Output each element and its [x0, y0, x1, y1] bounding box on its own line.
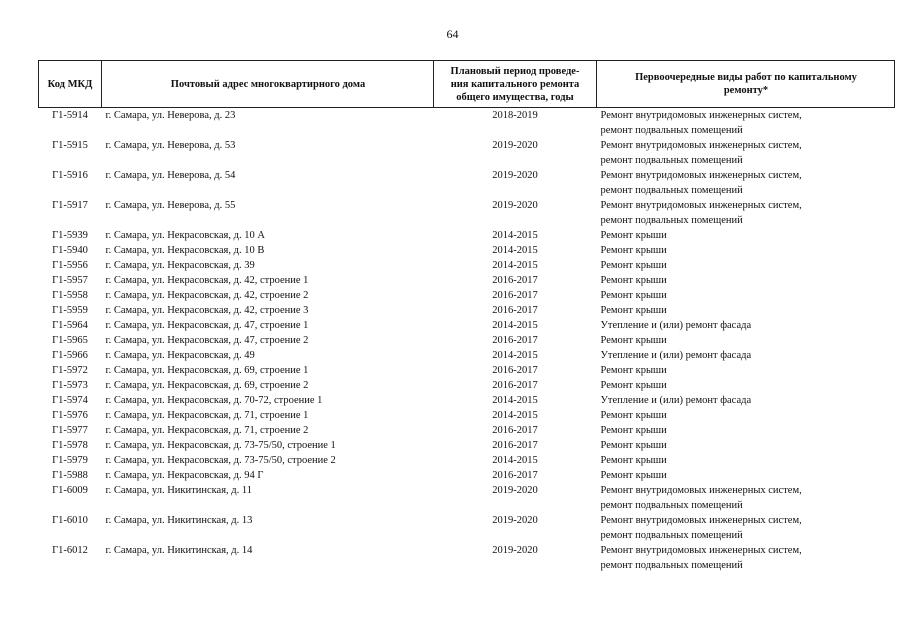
cell-works-text: Ремонт крыши — [600, 380, 667, 391]
cell-code — [39, 378, 102, 393]
cell-code — [39, 168, 102, 198]
cell-period-text: 2016-2017 — [492, 380, 538, 391]
cell-works-text: Ремонт крыши — [600, 230, 667, 241]
cell-period — [434, 363, 597, 378]
cell-address-text: г. Самара, ул. Некрасовская, д. 71, строение 1 — [105, 410, 309, 421]
cell-code — [39, 228, 102, 243]
cell-period-text: 2014-2015 — [492, 350, 538, 361]
cell-code — [39, 243, 102, 258]
cell-code — [39, 198, 102, 228]
cell-code-text: Г1-5939 — [52, 230, 88, 241]
cell-works-text: Утепление и (или) ремонт фасада — [600, 395, 752, 406]
cell-period — [434, 393, 597, 408]
cell-period — [434, 303, 597, 318]
cell-works-text: Ремонт крыши — [600, 440, 667, 451]
cell-code — [39, 303, 102, 318]
cell-period — [434, 408, 597, 423]
table-row — [39, 423, 895, 438]
cell-period — [434, 423, 597, 438]
cell-address — [102, 348, 434, 363]
repair-schedule-table — [38, 60, 895, 579]
cell-code — [39, 258, 102, 273]
cell-period — [434, 258, 597, 273]
cell-code-text: Г1-5916 — [52, 170, 88, 181]
cell-works-text: Ремонт внутридомовых инженерных систем, ремонт подвальных помещений — [600, 485, 802, 511]
cell-address-text: г. Самара, ул. Некрасовская, д. 73-75/50, строение 1 — [105, 440, 336, 451]
cell-address-text: г. Самара, ул. Некрасовская, д. 47, строение 1 — [105, 320, 309, 331]
cell-works — [597, 483, 895, 513]
cell-address-text: г. Самара, ул. Неверова, д. 55 — [105, 200, 236, 211]
cell-period-text: 2016-2017 — [492, 335, 538, 346]
cell-address — [102, 423, 434, 438]
cell-address-text: г. Самара, ул. Неверова, д. 54 — [105, 170, 236, 181]
cell-period-text: 2019-2020 — [492, 170, 538, 181]
cell-period-text: 2014-2015 — [492, 410, 538, 421]
cell-works — [597, 453, 895, 468]
cell-period-text: 2016-2017 — [492, 425, 538, 436]
cell-works — [597, 408, 895, 423]
cell-period-text: 2016-2017 — [492, 440, 538, 451]
cell-address — [102, 228, 434, 243]
cell-works — [597, 138, 895, 168]
cell-code — [39, 468, 102, 483]
cell-address-text: г. Самара, ул. Некрасовская, д. 39 — [105, 260, 255, 271]
cell-code — [39, 438, 102, 453]
cell-code-text: Г1-5966 — [52, 350, 88, 361]
cell-period-text: 2014-2015 — [492, 245, 538, 256]
table-row — [39, 258, 895, 273]
cell-works-text: Ремонт крыши — [600, 335, 667, 346]
cell-address — [102, 243, 434, 258]
header-code: Код МКД — [39, 61, 102, 108]
cell-code-text: Г1-5972 — [52, 365, 88, 376]
cell-period — [434, 543, 597, 579]
cell-address — [102, 543, 434, 579]
cell-code — [39, 363, 102, 378]
cell-works-text: Ремонт крыши — [600, 305, 667, 316]
cell-period-text: 2016-2017 — [492, 470, 538, 481]
cell-period-text: 2018-2019 — [492, 110, 538, 121]
cell-period — [434, 438, 597, 453]
cell-code — [39, 333, 102, 348]
cell-address-text: г. Самара, ул. Некрасовская, д. 49 — [105, 350, 255, 361]
table-row — [39, 108, 895, 139]
cell-code-text: Г1-5978 — [52, 440, 88, 451]
cell-works — [597, 258, 895, 273]
cell-code-text: Г1-5965 — [52, 335, 88, 346]
cell-works-text: Ремонт внутридомовых инженерных систем, ремонт подвальных помещений — [600, 200, 802, 226]
cell-works-text: Ремонт крыши — [600, 455, 667, 466]
cell-code-text: Г1-5977 — [52, 425, 88, 436]
cell-address — [102, 318, 434, 333]
cell-address-text: г. Самара, ул. Некрасовская, д. 73-75/50, строение 2 — [105, 455, 336, 466]
cell-code — [39, 318, 102, 333]
cell-period — [434, 108, 597, 139]
cell-period — [434, 168, 597, 198]
table-row — [39, 138, 895, 168]
cell-code-text: Г1-5915 — [52, 140, 88, 151]
table-row — [39, 228, 895, 243]
cell-works — [597, 438, 895, 453]
cell-period-text: 2019-2020 — [492, 515, 538, 526]
cell-address-text: г. Самара, ул. Некрасовская, д. 94 Г — [105, 470, 264, 481]
cell-address — [102, 393, 434, 408]
cell-period-text: 2014-2015 — [492, 230, 538, 241]
cell-code-text: Г1-5940 — [52, 245, 88, 256]
cell-period-text: 2019-2020 — [492, 545, 538, 556]
cell-code-text: Г1-5976 — [52, 410, 88, 421]
cell-works-text: Ремонт крыши — [600, 260, 667, 271]
header-address: Почтовый адрес многоквартирного дома — [102, 61, 434, 108]
cell-works-text: Ремонт крыши — [600, 290, 667, 301]
cell-period — [434, 348, 597, 363]
cell-works-text: Ремонт внутридомовых инженерных систем, ремонт подвальных помещений — [600, 170, 802, 196]
cell-address-text: г. Самара, ул. Никитинская, д. 13 — [105, 515, 253, 526]
cell-works-text: Ремонт крыши — [600, 470, 667, 481]
cell-period — [434, 288, 597, 303]
cell-code — [39, 273, 102, 288]
cell-works — [597, 243, 895, 258]
header-works-text: Первоочередные виды работ по капитальному ремонту* — [635, 72, 857, 96]
cell-works-text: Ремонт внутридомовых инженерных систем, ремонт подвальных помещений — [600, 110, 802, 136]
cell-address — [102, 108, 434, 139]
cell-period-text: 2014-2015 — [492, 260, 538, 271]
table-row — [39, 288, 895, 303]
cell-address — [102, 363, 434, 378]
cell-code-text: Г1-5988 — [52, 470, 88, 481]
cell-period-text: 2016-2017 — [492, 305, 538, 316]
cell-period — [434, 273, 597, 288]
cell-address — [102, 453, 434, 468]
cell-address-text: г. Самара, ул. Некрасовская, д. 42, строение 2 — [105, 290, 309, 301]
cell-works — [597, 288, 895, 303]
table-row — [39, 513, 895, 543]
cell-works — [597, 348, 895, 363]
table-row — [39, 303, 895, 318]
cell-address-text: г. Самара, ул. Некрасовская, д. 10 В — [105, 245, 265, 256]
cell-period — [434, 333, 597, 348]
cell-code — [39, 543, 102, 579]
table-row — [39, 273, 895, 288]
cell-code — [39, 483, 102, 513]
cell-works-text: Ремонт крыши — [600, 245, 667, 256]
cell-code — [39, 513, 102, 543]
cell-period-text: 2014-2015 — [492, 455, 538, 466]
cell-period-text: 2019-2020 — [492, 140, 538, 151]
cell-period — [434, 453, 597, 468]
cell-period-text: 2016-2017 — [492, 275, 538, 286]
cell-period — [434, 468, 597, 483]
cell-period-text: 2016-2017 — [492, 365, 538, 376]
table-row — [39, 438, 895, 453]
cell-address — [102, 378, 434, 393]
table-row — [39, 243, 895, 258]
cell-works — [597, 198, 895, 228]
cell-code — [39, 393, 102, 408]
cell-address — [102, 138, 434, 168]
cell-works — [597, 423, 895, 438]
cell-works — [597, 273, 895, 288]
cell-period — [434, 378, 597, 393]
cell-works — [597, 543, 895, 579]
cell-works-text: Ремонт крыши — [600, 410, 667, 421]
cell-works — [597, 303, 895, 318]
table-row — [39, 198, 895, 228]
cell-works — [597, 363, 895, 378]
cell-address — [102, 288, 434, 303]
table-body — [39, 108, 895, 580]
cell-address — [102, 513, 434, 543]
cell-works — [597, 228, 895, 243]
cell-works-text: Утепление и (или) ремонт фасада — [600, 350, 752, 361]
cell-period — [434, 483, 597, 513]
page-number: 64 — [446, 27, 459, 41]
cell-address-text: г. Самара, ул. Некрасовская, д. 71, строение 2 — [105, 425, 309, 436]
table-row — [39, 468, 895, 483]
cell-works — [597, 318, 895, 333]
cell-address-text: г. Самара, ул. Неверова, д. 53 — [105, 140, 236, 151]
table-row — [39, 453, 895, 468]
cell-code-text: Г1-5974 — [52, 395, 88, 406]
cell-works — [597, 468, 895, 483]
cell-address-text: г. Самара, ул. Неверова, д. 23 — [105, 110, 236, 121]
cell-works-text: Ремонт внутридомовых инженерных систем, ремонт подвальных помещений — [600, 545, 802, 571]
cell-period — [434, 138, 597, 168]
cell-address — [102, 468, 434, 483]
cell-address-text: г. Самара, ул. Некрасовская, д. 10 А — [105, 230, 265, 241]
cell-works — [597, 108, 895, 139]
cell-period-text: 2019-2020 — [492, 200, 538, 211]
table-row — [39, 408, 895, 423]
cell-period-text: 2019-2020 — [492, 485, 538, 496]
header-period-text: Плановый период проведе- ния капитального ремонта общего имущества, годы — [450, 65, 580, 103]
cell-works-text: Утепление и (или) ремонт фасада — [600, 320, 752, 331]
cell-address-text: г. Самара, ул. Некрасовская, д. 69, строение 1 — [105, 365, 309, 376]
cell-works-text: Ремонт крыши — [600, 365, 667, 376]
table-row — [39, 393, 895, 408]
cell-address — [102, 273, 434, 288]
cell-address — [102, 438, 434, 453]
cell-works — [597, 513, 895, 543]
cell-address — [102, 483, 434, 513]
cell-address-text: г. Самара, ул. Некрасовская, д. 47, строение 2 — [105, 335, 309, 346]
cell-address-text: г. Самара, ул. Некрасовская, д. 70-72, строение 1 — [105, 395, 323, 406]
table-header-row — [39, 61, 895, 108]
cell-address — [102, 333, 434, 348]
cell-address — [102, 258, 434, 273]
cell-period — [434, 318, 597, 333]
cell-address-text: г. Самара, ул. Некрасовская, д. 42, строение 3 — [105, 305, 309, 316]
cell-period — [434, 228, 597, 243]
cell-code-text: Г1-5957 — [52, 275, 88, 286]
cell-code — [39, 108, 102, 139]
cell-works — [597, 393, 895, 408]
header-period — [434, 61, 597, 108]
cell-code-text: Г1-5964 — [52, 320, 88, 331]
cell-code-text: Г1-5956 — [52, 260, 88, 271]
cell-works-text: Ремонт внутридомовых инженерных систем, ремонт подвальных помещений — [600, 140, 802, 166]
cell-code — [39, 138, 102, 168]
cell-code-text: Г1-6012 — [52, 545, 88, 556]
cell-address — [102, 168, 434, 198]
cell-period — [434, 198, 597, 228]
cell-code-text: Г1-6009 — [52, 485, 88, 496]
table-row — [39, 348, 895, 363]
cell-works — [597, 378, 895, 393]
cell-code-text: Г1-5958 — [52, 290, 88, 301]
table-row — [39, 333, 895, 348]
cell-code-text: Г1-5959 — [52, 305, 88, 316]
cell-code — [39, 423, 102, 438]
table-row — [39, 168, 895, 198]
cell-code — [39, 453, 102, 468]
cell-address — [102, 408, 434, 423]
cell-address-text: г. Самара, ул. Никитинская, д. 14 — [105, 545, 253, 556]
cell-address — [102, 198, 434, 228]
cell-code-text: Г1-6010 — [52, 515, 88, 526]
table-row — [39, 483, 895, 513]
cell-code-text: Г1-5917 — [52, 200, 88, 211]
cell-code-text: Г1-5979 — [52, 455, 88, 466]
cell-works — [597, 168, 895, 198]
cell-period-text: 2014-2015 — [492, 395, 538, 406]
cell-code — [39, 288, 102, 303]
cell-works-text: Ремонт крыши — [600, 275, 667, 286]
cell-code — [39, 348, 102, 363]
table-row — [39, 378, 895, 393]
table-row — [39, 318, 895, 333]
cell-address-text: г. Самара, ул. Некрасовская, д. 42, строение 1 — [105, 275, 309, 286]
cell-works — [597, 333, 895, 348]
table-row — [39, 543, 895, 579]
header-works — [597, 61, 895, 108]
cell-period-text: 2014-2015 — [492, 320, 538, 331]
cell-code — [39, 408, 102, 423]
table-row — [39, 363, 895, 378]
cell-works-text: Ремонт крыши — [600, 425, 667, 436]
cell-address — [102, 303, 434, 318]
cell-code-text: Г1-5973 — [52, 380, 88, 391]
cell-period-text: 2016-2017 — [492, 290, 538, 301]
cell-address-text: г. Самара, ул. Некрасовская, д. 69, строение 2 — [105, 380, 309, 391]
cell-period — [434, 243, 597, 258]
cell-code-text: Г1-5914 — [52, 110, 88, 121]
cell-address-text: г. Самара, ул. Никитинская, д. 11 — [105, 485, 253, 496]
cell-works-text: Ремонт внутридомовых инженерных систем, ремонт подвальных помещений — [600, 515, 802, 541]
cell-period — [434, 513, 597, 543]
